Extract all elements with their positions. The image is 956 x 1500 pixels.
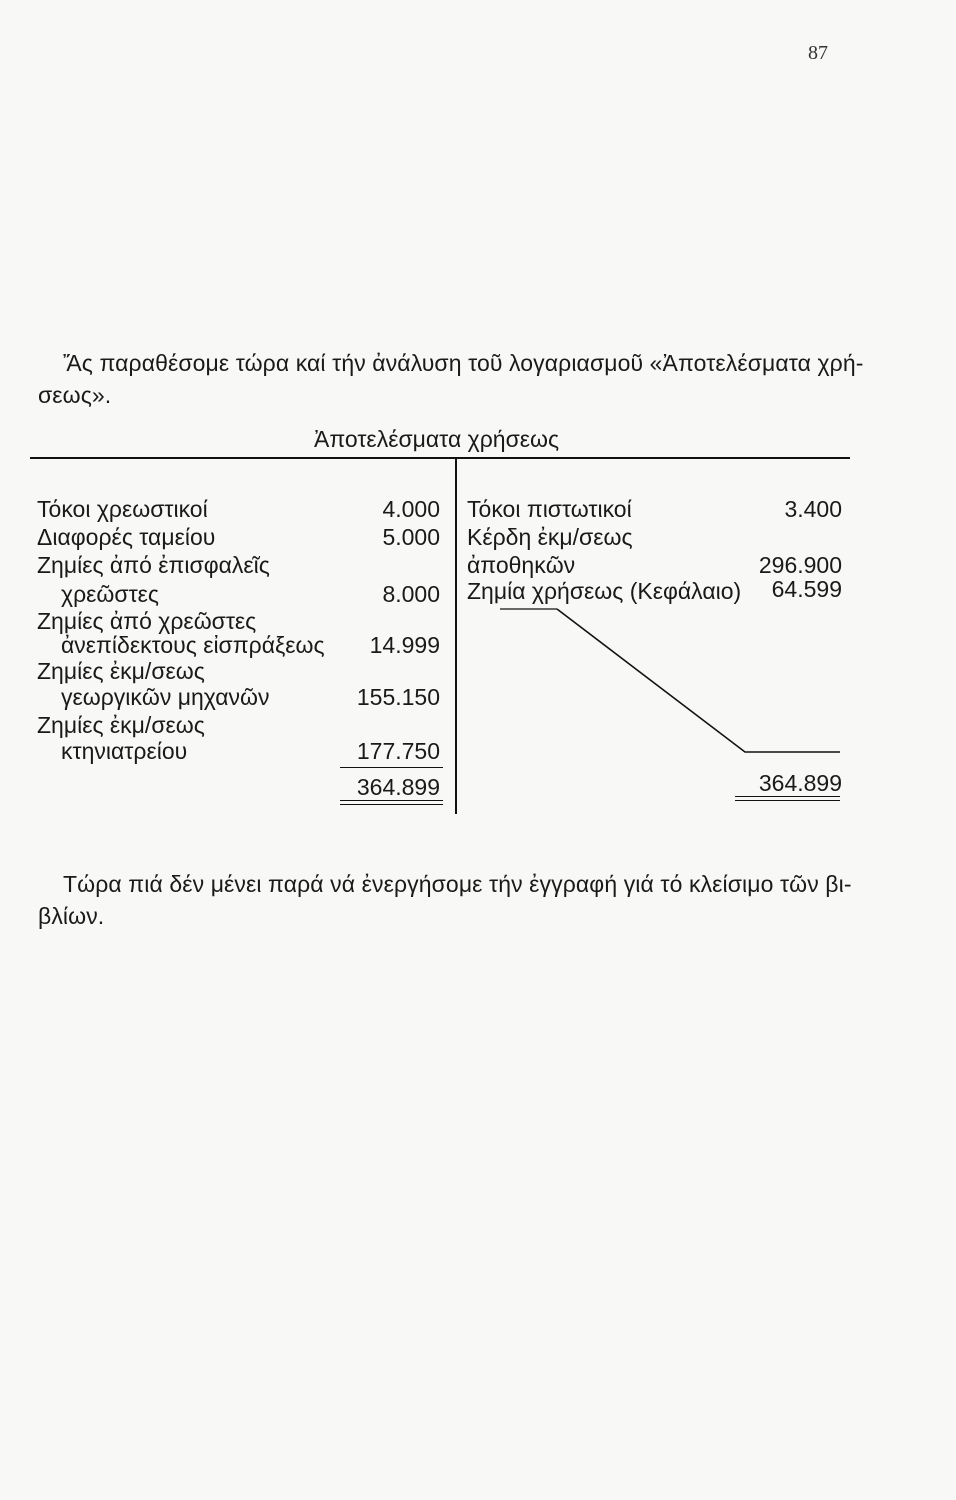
intro-paragraph (38, 347, 864, 411)
credit-amount: 64.599 (771, 576, 842, 602)
credit-amount: 296.900 (758, 552, 842, 578)
debit-label: Ζημίες ἐκμ/σεως (37, 712, 205, 738)
debit-amount: 14.999 (369, 632, 440, 658)
closing-line-2: βλίων. (38, 903, 105, 929)
t-account-top-rule (30, 457, 850, 459)
t-account-center-rule (455, 458, 457, 814)
debit-label: Διαφορές ταμείου (37, 524, 216, 550)
debit-amount: 155.150 (356, 684, 440, 710)
debit-amount: 4.000 (382, 496, 440, 522)
debit-label: Τόκοι χρεωστικοί (37, 496, 208, 522)
credit-label: Τόκοι πιστωτικοί (467, 496, 632, 522)
debit-total-double-rule (340, 800, 443, 805)
debit-label-cont: κτηνιατρείου (61, 738, 188, 764)
debit-label-cont: γεωργικῶν μηχανῶν (61, 684, 270, 710)
credit-label-cont: ἀποθηκῶν (467, 552, 576, 578)
debit-total: 364.899 (356, 774, 440, 800)
closing-line-1: Τώρα πιά δέν μένει παρά νά ἐνεργήσομε τήν ἐγγραφή γιά τό κλείσιμο τῶν βι- (63, 871, 852, 897)
debit-subtotal-rule (340, 767, 443, 768)
credit-total: 364.899 (758, 770, 842, 796)
credit-label: Κέρδη ἐκμ/σεως (467, 524, 633, 550)
intro-line-2: σεως». (38, 382, 112, 408)
debit-label-cont: ἀνεπίδεκτους εἰσπράξεως (61, 632, 325, 658)
debit-label: Ζημίες ἀπό χρεῶστες (37, 608, 257, 634)
debit-label: Ζημίες ἀπό ἐπισφαλεῖς (37, 552, 270, 578)
debit-amount: 8.000 (382, 581, 440, 607)
page-number: 87 (808, 42, 828, 64)
debit-amount: 177.750 (356, 738, 440, 764)
credit-total-double-rule (735, 796, 840, 801)
debit-label: Ζημίες ἐκμ/σεως (37, 658, 205, 684)
debit-label-cont: χρεῶστες (61, 581, 159, 607)
debit-amount: 5.000 (382, 524, 440, 550)
closing-paragraph (38, 868, 858, 932)
account-title: Ἀποτελέσματα χρήσεως (314, 426, 560, 452)
intro-line-1: Ἄς παραθέσομε τώρα καί τήν ἀνάλυση τοῦ λογαριασμοῦ «Ἀποτελέσματα χρή- (63, 350, 864, 376)
credit-amount: 3.400 (784, 496, 842, 522)
credit-label: Ζημία χρήσεως (Κεφάλαιο) (467, 578, 742, 604)
